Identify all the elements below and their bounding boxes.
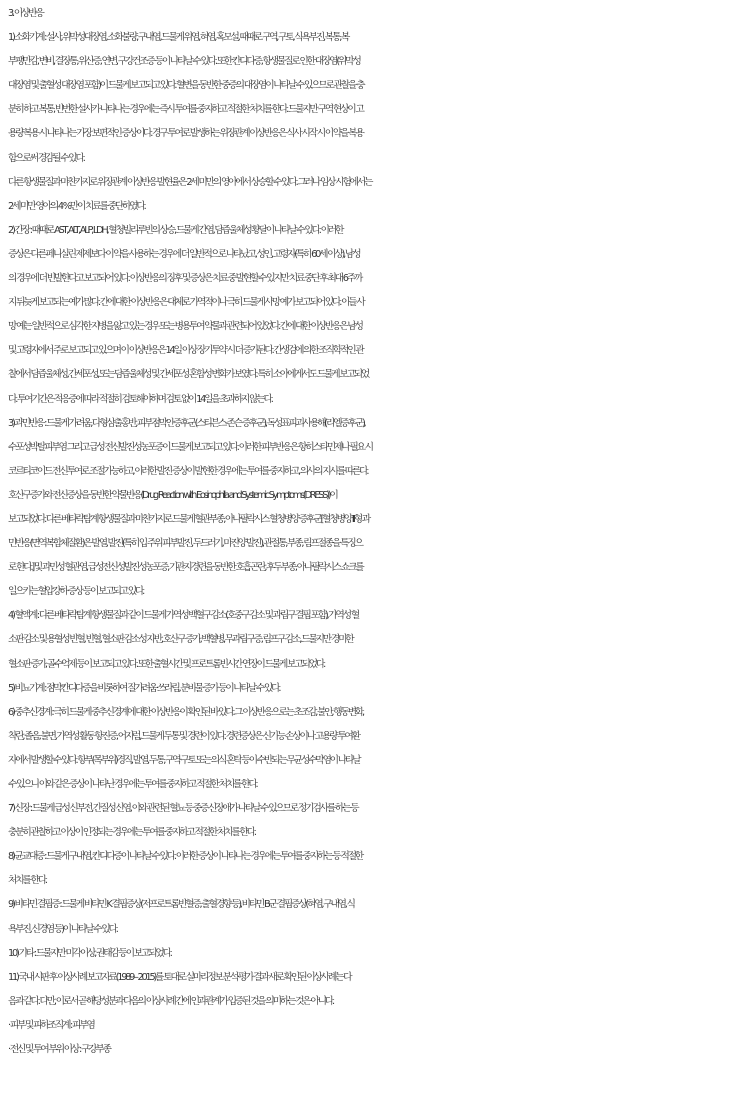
text-line: 및 고령자에서 주로 보고되고 있으며 이 이상반응은 14일 이상 장기투약 시 더 증가된다. 간생검에 의한 조직학적인 관 [8,345,363,357]
text-line: · 전신 및 투여 부위 이상 : 구강부종 [8,1044,110,1056]
text-line: 함으로써 경감될 수 있다. [8,152,84,164]
text-line: · 피부 및 피하조직계 : 피부염 [8,1019,94,1031]
text-line: 자에서 발생할 수 있다. 항부(목부위)경직, 발열, 두통, 구역·구토 또는 의식 혼탁 등이 수반되는 무균성수막염이 나타날 [8,754,360,766]
text-line: 일으키는 혈압강하 증상 등이 보고되고 있다. [8,586,144,598]
text-line: 10) 기타 : 드물지만 미각이상, 권태감 등이 보고되었다. [8,947,171,959]
text-line: 욕부진, 신경염 등)이 나타날 수 있다. [8,923,117,935]
text-line: 착란, 졸음, 불면, 가역성 활동 항진증, 어지럼, 드물게 두통 및 경련이 있다. 경련증상은 신기능 손상이나 고용량 투여환 [8,730,359,742]
text-line: 2세 미만 영아의 4 %만이 치료를 중단하였다. [8,200,145,212]
text-line: 2) 간장 : 때때로 AST, ALT, ALP, LDH, 혈청빌리루빈의 상승, 드물게 간염, 담즙울체성 황달이 나타날 수 있다. 이러한 [8,224,343,236]
text-line: 다른 항생물질과 마찬가지로 위장관계 이상반응 발현율은 2세 미만의 영아에서 상승할 수 있다. 그러나 임상 시험에서는 [8,176,372,188]
text-line: 다. 투여기간은 적응증에 따라 적절히 검토해야하며 검토 없이 14일을 초과하지 않는다. [8,393,272,405]
text-line: 분히 하고 복통, 빈번한 설사가 나타나는 경우에는 즉시 투여를 중지하고 적절한 처치를 한다. 드물지만 구역 현상이 고 [8,104,363,116]
text-line: 민반응(면역복합체질환)은 발열, 발진(특히 입 주위 피부발진, 두드러기, 마진양 발진), 관절통, 부종, 림프절종을 특징으 [8,538,362,550]
text-line: 9) 비타민 결핍증 : 드물게 비타민 K 결핍증상(저프로트롬빈혈증, 출혈경향 등), 비타민 B군 결핍증상(혀염, 구내염, 식 [8,899,354,911]
text-line: 수 있으니 이와 같은 증상이 나타난 경우에는 투여를 중지하고 적절한 처치를 한다. [8,779,257,790]
text-line: 8) 균교대증 : 드물게 구내염, 칸디다증이 나타날 수 있다. 이러한 증상이 나타나는 경우에는 투여를 중지하는 등 적절한 [8,851,362,863]
text-line: 소판 감소 및 용혈성 빈혈, 빈혈, 혈소판 감소성 자반, 호산구 증가, 백혈병, 무과립구증, 림프구 감소, 드물지만 경미한 [8,634,353,646]
text-line: 찰에서 담즙울체성, 간세포성, 또는 담즙울체성 및 간세포성 혼합성 변화가 보였다. 특히 소아에게서도 드물게 보고되었 [8,369,369,381]
text-line: 부팽만감, 변비, 결장통, 위산증, 연변, 구강건조증 등이 나타날 수 있다. 또한 칸디다증, 항생물질로 인한 대장염(위막성 [8,56,360,68]
text-line: 용량 복용 시 나타나는 가장 보편적인 증상이다. 경구 투여로 발생하는 위장관계 이상반응은 식사 시작 시 이 약을 복용 [8,128,363,140]
text-line: 보고되었다. 다른 베타락탐계 항생물질과 마찬가지로 드물게 혈관부종, 아나필락시스 혈청병양 증후군[혈청병양 III형 과 [8,513,369,525]
text-line: 혈소판 증가, 골수억제 등이 보고되고 있다. 또한 출혈시간 및 프로트롬빈시간 연장이 드물게 보고되었다. [8,658,324,670]
text-line: 증상은 다른 페니실린 제제보다 이 약을 사용하는 경우에 더 일반적으로 나타났고, 성인, 고령자(특히 60세 이상), 남성 [8,248,360,260]
text-line: 의 경우에 더 빈발한다고 보고되어 있다. 이상반응의 징후 및 증상은 치료 중 발현할 수 있지만 치료 중단 후 최대 6주까 [8,273,362,285]
text-line: 음과 같다. 다만, 이로서 곧 해당성분과 다음의 이상사례 간에 인과관계가 입증된 것을 의미하는 것은 아니다. [8,995,333,1007]
text-line: 충분히 관찰하고 이상이 인정되는 경우에는 투여를 중지하고 적절한 처치를 한다. [8,827,255,839]
text-line: 수포성박탈피부염 그리고 급성 전신발진성농포증이 드물게 보고되고 있다. 이러한 피부반응은 항히스타민제나 필요 시 [8,441,372,453]
text-line: 대장염 및 출혈성 대장염 포함)이 드물게 보고되고 있다. 혈변을 동반한 중증의 대장염이 나타날 수 있으므로 관찰을 충 [8,80,364,92]
text-line: 지 뒤늦게 보고되는 예가 많다. 간에 대한 이상반응은 대체로 가역적이나 극히 드물게 사망 예가 보고되어 있다. 이들 사 [8,297,364,309]
text-line: 4) 혈액계 : 다른 베타락탐계 항생물질과 같이 드물게 가역성 백혈구 감소(호중구 감소 및 과립구 결핍 포함), 가역성 혈 [8,610,358,622]
text-line: 3) 과민반응 : 드물게 가려움, 다형삼출홍반, 피부점막안증후군(스티븐스-존슨 증후군), 독성표피괴사용해(리엘증후군), [8,417,365,429]
text-line: 망 예는 일반적으로 심각한 지병을 앓고 있는 경우 또는 병용투여 약물과 관련되어 있었다. 간에 대한 이상반응은 남성 [8,321,362,333]
text-line: 호산구증가와 전신증상을 동반한 약물반응(Drug Reaction with Eosinophilla and Systemic Symptoms(DRESS))이 [8,489,337,501]
text-line: 로 한다.] 및 과민성 혈관염, 급성전신성발진성농포증, 기관지경련을 동반한 호흡곤란, 후두부종, 아나필락시스 쇼크를 [8,562,363,574]
text-line: 5) 비뇨기계 : 점막칸디다증을 비롯하여 질가려움·쓰라림, 분비물 증가 등이 나타날 수 있다. [8,682,280,694]
text-line: 7) 신장 : 드물게 급성 신부전, 간질성 신염, 이와 관련된 혈뇨 등 중증 신장애가 나타날 수 있으므로 정기검사를 하는 등 [8,803,358,815]
text-line: 코르티코이드 전신투여로 조절가능하고, 이러한 발진 증상이 발현한 경우에는 투여를 중지하고, 의사의 지시를 따른다. [8,465,368,477]
text-line: 3. 이상반응 [8,8,43,19]
text-line: 11) 국내 시판 후 이상사례 보고자료(1989 – 2015)를 토대로 실마리정보 분석·평가 결과 새로 확인된 이상사례는 다 [8,971,351,983]
text-line: 처치를 한다. [8,875,46,887]
text-line: 6) 중추신경계 : 극히 드물게 중추신경계에 대한 이상반응이 확인된 바 있다. 그 이상반응으로는 초조감, 불안, 행동변화, [8,706,363,718]
text-line: 1) 소화기계 : 설사, 위막성대장염, 소화불량, 구내염, 드물게 위염, 혀염, 혹모설, 때때로 구역, 구토, 식욕부진, 복통, 복 [8,32,349,44]
